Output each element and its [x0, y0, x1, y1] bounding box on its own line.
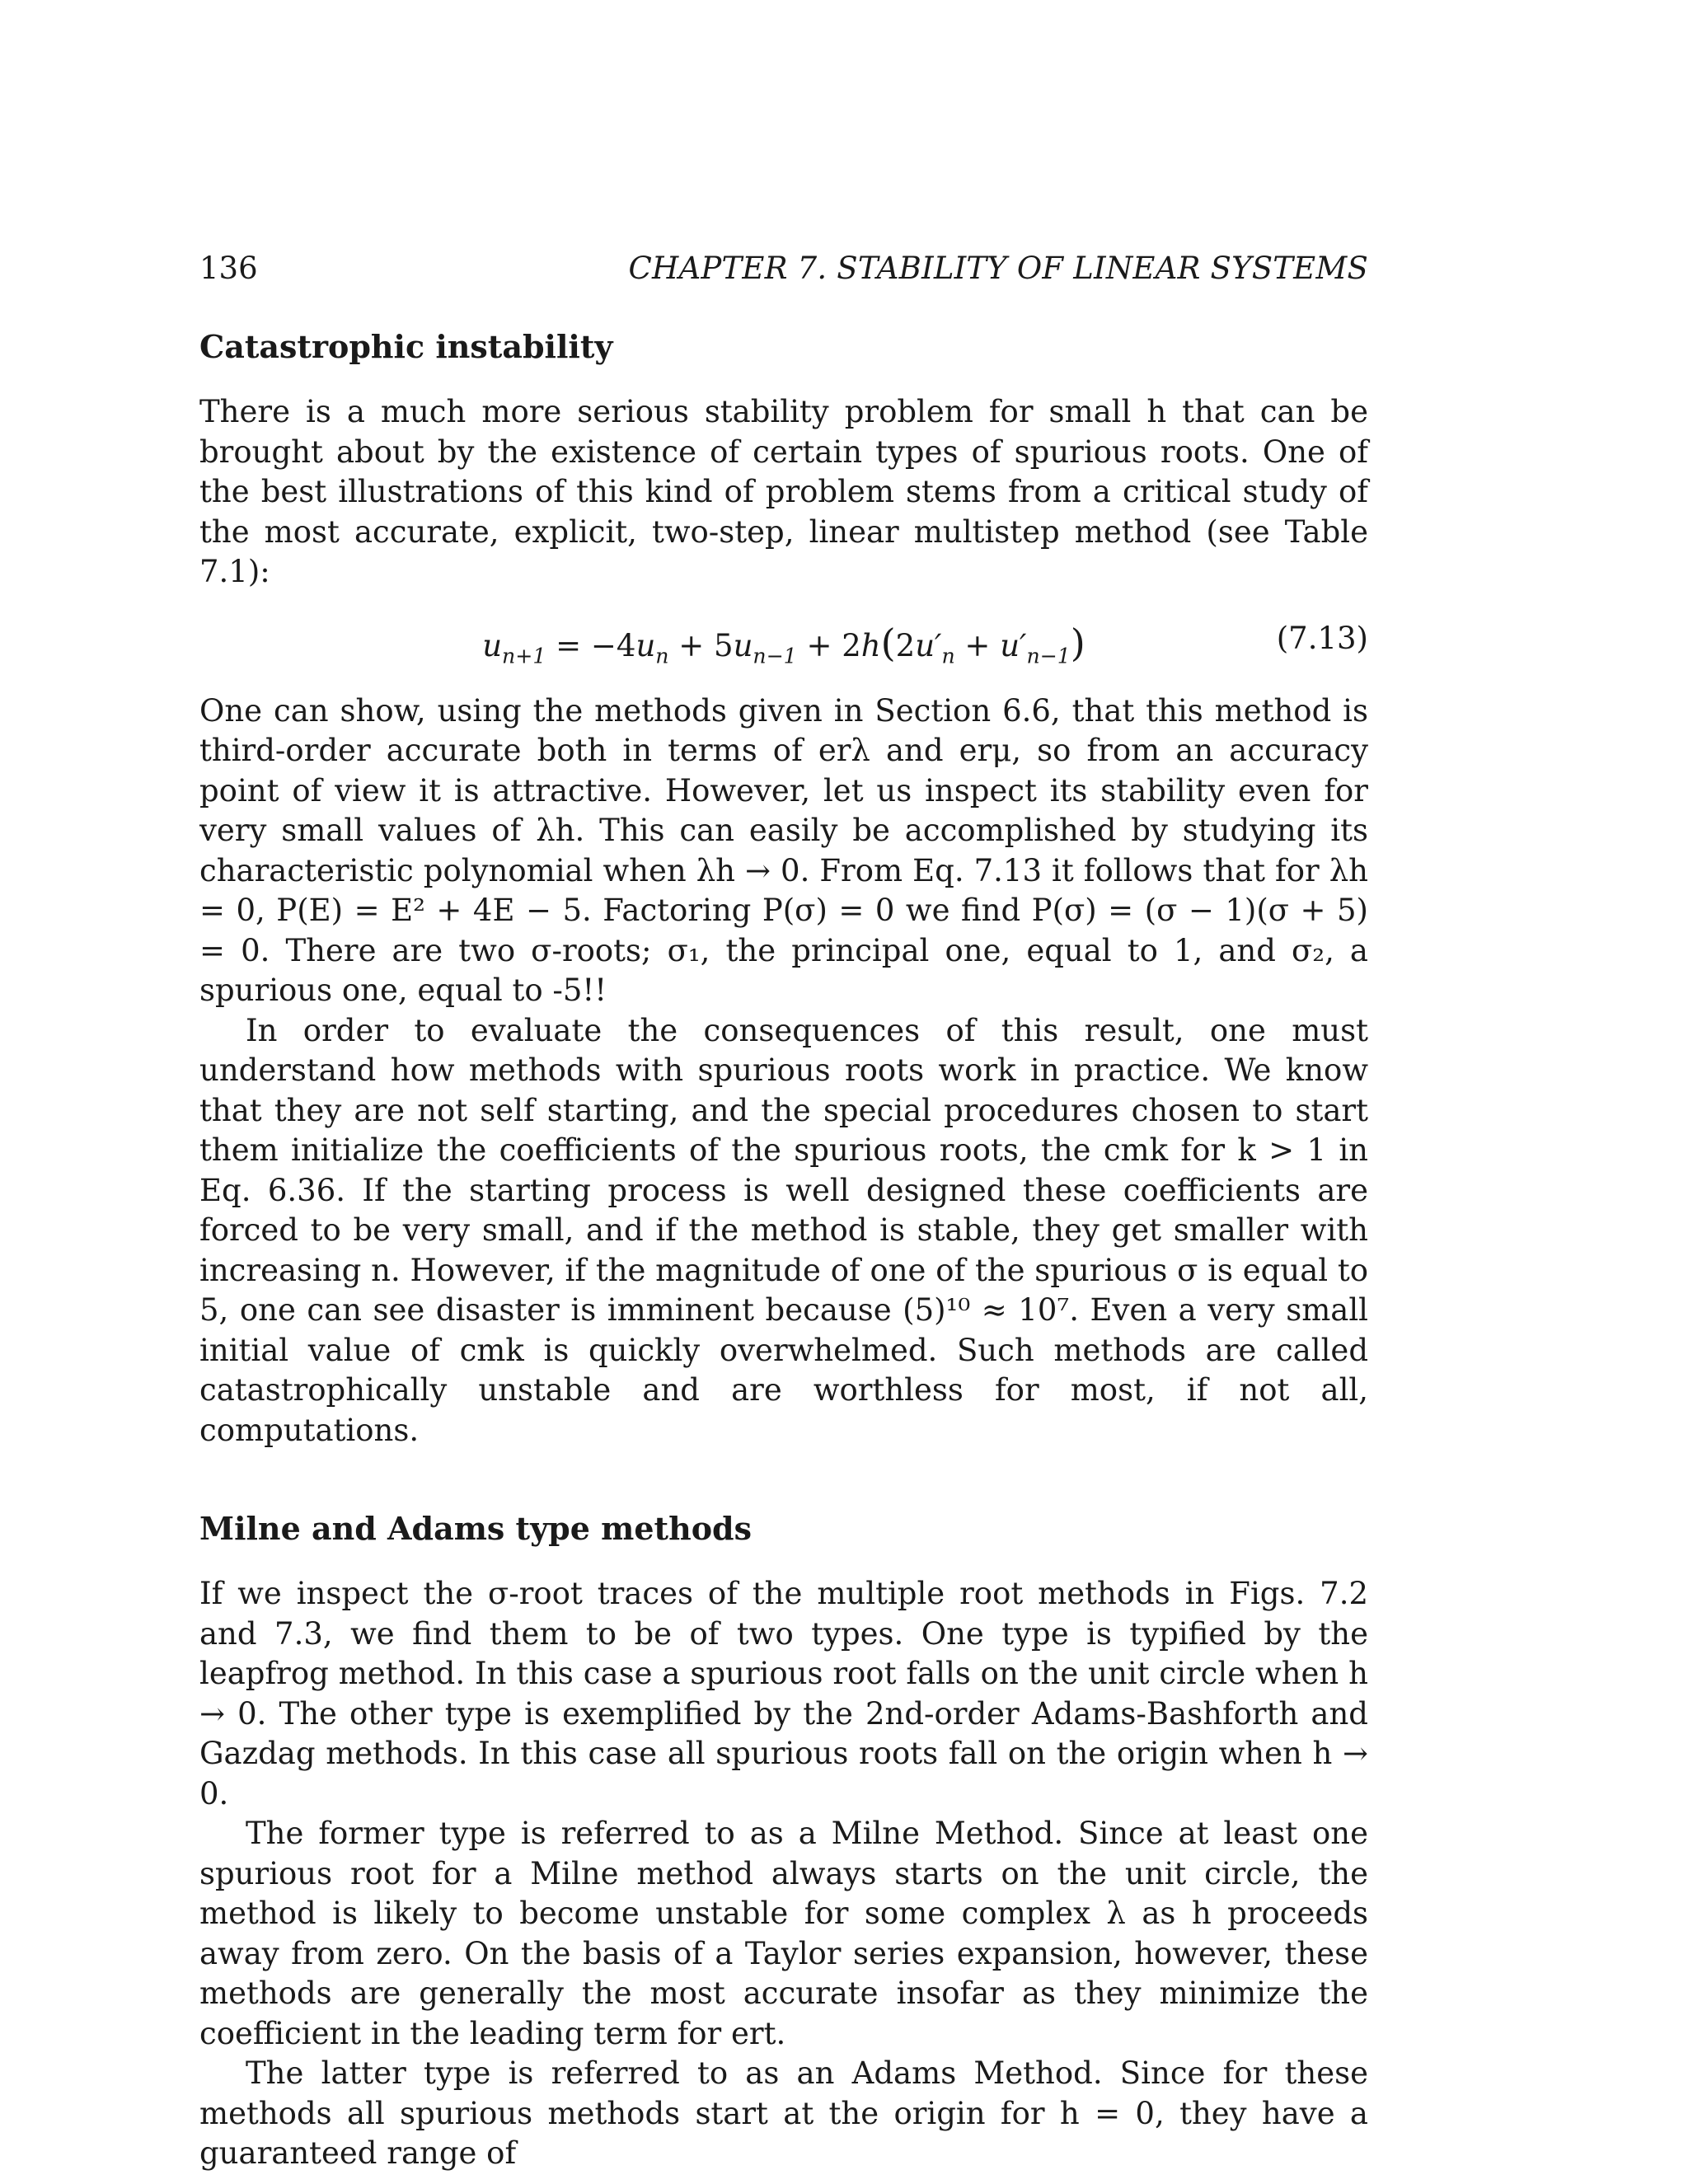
paragraph-intro: There is a much more serious stability problem for small h that can be brought about by the existence of certain types of spurious roots. One of the best illustrations of this kind of problem stems from a critical study of the most accurate, explicit, two-step, linear multistep method (see Table 7.1):	[199, 394, 1368, 589]
paragraph-consequences: In order to evaluate the consequences of this result, one must understand how methods with spurious roots work in practice. We know that they are not self starting, and the special procedures chosen to start them initialize the coefficients of the spurious roots, the cmk for k > 1 in Eq. 6.36. If the starting process is well designed these coefficients are forced to be very small, and if the method is stable, they get smaller with increasing n. However, if the magnitude of one of the spurious σ is equal to 5, one can see disaster is imminent because (5)¹⁰ ≈ 10⁷. Even a very small initial value of cmk is quickly overwhelmed. Such methods are called catastrophically unstable and are worthless for most, if not all, computations.	[199, 1012, 1368, 1448]
section-heading-catastrophic-instability: Catastrophic instability	[199, 328, 613, 365]
paragraph-milne-method: The former type is referred to as a Milne Method. Since at least one spurious root for a Milne method always starts on the unit circle, the method is likely to become unstable for some complex λ as h proceeds away from zero. On the basis of a Taylor series expansion, however, these methods are generally the most accurate insofar as they minimize the coefficient in the leading term for ert.	[199, 1816, 1368, 2051]
paragraph-accuracy: One can show, using the methods given in Section 6.6, that this method is third-order accurate both in terms of erλ and erμ, so from an accuracy point of view it is attractive. However, let us inspect its stability even for very small values of λh. This can easily be accomplished by studying its characteristic polynomial when λh → 0. From Eq. 7.13 it follows that for λh = 0, P(E) = E² + 4E − 5. Factoring P(σ) = 0 we find P(σ) = (σ − 1)(σ + 5) = 0. There are two σ-roots; σ₁, the principal one, equal to 1, and σ₂, a spurious one, equal to -5!!	[199, 692, 1368, 1008]
equation-expression: $u_{n+1} = -4u_n + 5u_{n-1} + 2h(2u'_n + u'_{n-1})$	[482, 620, 1085, 668]
equation-number: (7.13)	[1276, 620, 1368, 656]
page	[199, 247, 1368, 2174]
equation-7-13	[199, 611, 1368, 672]
paragraph-adams-method: The latter type is referred to as an Adams Method. Since for these methods all spurious methods start at the origin for h = 0, they have a guaranteed range of	[199, 2055, 1368, 2171]
paragraph-root-traces: If we inspect the σ-root traces of the multiple root methods in Figs. 7.2 and 7.3, we find them to be of two types. One type is typified by the leapfrog method. In this case a spurious root falls on the unit circle when h → 0. The other type is exemplified by the 2nd-order Adams-Bashforth and Gazdag methods. In this case all spurious roots fall on the origin when h → 0.	[199, 1576, 1368, 1811]
section-heading-milne-adams: Milne and Adams type methods	[199, 1510, 753, 1547]
page-number: 136	[199, 251, 258, 286]
chapter-title: CHAPTER 7. STABILITY OF LINEAR SYSTEMS	[628, 251, 1368, 286]
running-header	[199, 247, 1368, 290]
